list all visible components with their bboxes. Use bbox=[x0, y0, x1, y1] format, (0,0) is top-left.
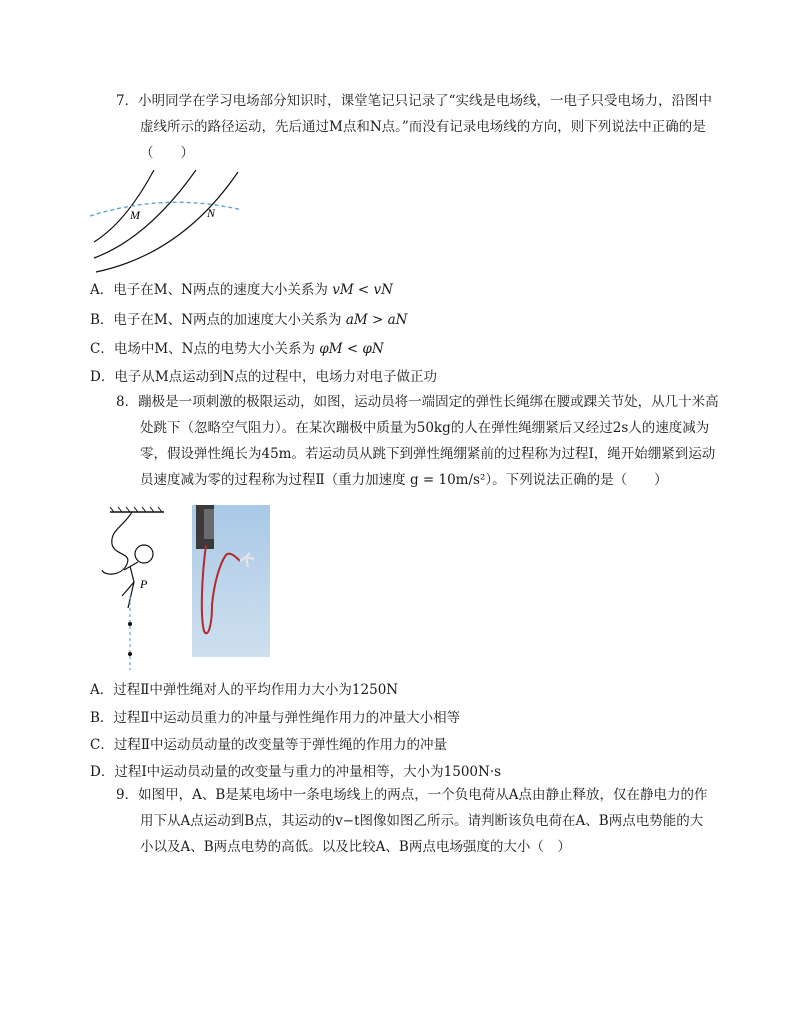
q9-line-2: 用下从A点运动到B点，其运动的v−t图像如图乙所示。请判断该负电荷在A、B两点电势能的大 bbox=[140, 813, 704, 829]
electric-field-figure bbox=[86, 164, 256, 274]
fall-point-lower bbox=[128, 652, 132, 656]
fall-point-upper bbox=[128, 622, 132, 626]
q7-option-a-math: vM < vN bbox=[332, 282, 393, 298]
q7-line-2: 虚线所示的路径运动，先后通过M点和N点。”而没有记录电场线的方向，则下列说法中正确的是 bbox=[140, 119, 706, 135]
q7-line-3: （ ） bbox=[140, 145, 194, 161]
q7-line-1: 7．小明同学在学习电场部分知识时，课堂笔记只记录了“实线是电场线，一电子只受电场力，沿图中 bbox=[116, 93, 712, 109]
crane-platform bbox=[204, 509, 214, 539]
label-n: N bbox=[207, 206, 216, 220]
q8-line-3: 零，假设弹性绳长为45m。若运动员从跳下到弹性绳绷紧前的过程称为过程Ⅰ，绳开始绷紧到运动 bbox=[140, 446, 716, 462]
q8-line-1: 8．蹦极是一项刺激的极限运动，如图，运动员将一端固定的弹性长绳绑在腰或踝关节处，从几十米高 bbox=[116, 394, 719, 410]
bungee-cord bbox=[102, 512, 132, 574]
jumper-head bbox=[135, 545, 153, 563]
question-9 bbox=[116, 782, 756, 860]
bungee-photo bbox=[192, 505, 270, 657]
q7-option-b[interactable]: B．电子在M、N两点的加速度大小关系为 aM > aN bbox=[90, 312, 408, 328]
q7-option-c-math: φM < φN bbox=[319, 341, 384, 357]
label-m: M bbox=[130, 208, 140, 222]
q9-line-1: 9．如图甲，A、B是某电场中一条电场线上的两点，一个负电荷从A点由静止释放，仅在静电力的作 bbox=[116, 787, 708, 803]
q7-option-b-math: aM > aN bbox=[345, 312, 408, 328]
bungee-sketch-figure bbox=[94, 504, 174, 670]
q8-option-b[interactable]: B．过程Ⅱ中运动员重力的冲量与弹性绳作用力的冲量大小相等 bbox=[90, 710, 461, 726]
electron-path bbox=[90, 202, 242, 216]
field-line-1 bbox=[94, 170, 154, 242]
q7-option-d[interactable]: D．电子从M点运动到N点的过程中，电场力对电子做正功 bbox=[90, 369, 437, 385]
q8-option-d[interactable]: D．过程Ⅰ中运动员动量的改变量与重力的冲量相等，大小为1500N·s bbox=[90, 764, 502, 780]
field-line-2 bbox=[94, 170, 196, 258]
q8-option-a[interactable]: A．过程Ⅱ中弹性绳对人的平均作用力大小为1250N bbox=[90, 682, 399, 698]
question-8 bbox=[116, 389, 756, 493]
q8-line-2: 处跳下（忽略空气阻力）。在某次蹦极中质量为50kg的人在弹性绳绷紧后又经过2s人的速度减为 bbox=[140, 420, 710, 436]
q8-option-c[interactable]: C．过程Ⅱ中运动员动量的改变量等于弹性绳的作用力的冲量 bbox=[90, 737, 448, 753]
question-7 bbox=[116, 88, 756, 166]
q9-line-3: 小以及A、B两点电势的高低。以及比较A、B两点电场强度的大小（ ） bbox=[140, 839, 571, 855]
label-p: P bbox=[140, 577, 148, 591]
q7-option-a[interactable]: A．电子在M、N两点的速度大小关系为 vM < vN bbox=[90, 282, 393, 298]
q8-line-4: 员速度减为零的过程称为过程Ⅱ（重力加速度 g = 10m/s²）。下列说法正确的是（ ） bbox=[140, 472, 668, 488]
ceiling-hatching bbox=[110, 507, 162, 512]
q7-option-c[interactable]: C．电场中M、N点的电势大小关系为 φM < φN bbox=[90, 341, 384, 357]
